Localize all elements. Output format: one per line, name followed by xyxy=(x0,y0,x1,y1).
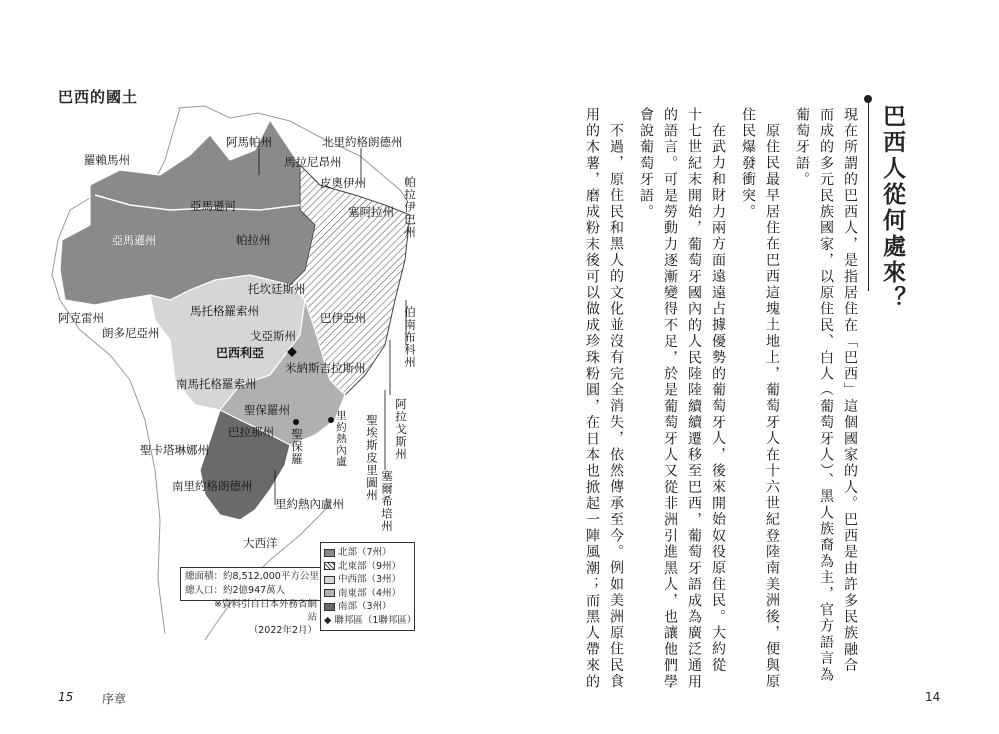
legend-southeast: 南東部（4州） xyxy=(324,587,411,601)
map-title: 巴西的國土 xyxy=(58,88,139,106)
label-ceara: 塞阿拉州 xyxy=(348,205,394,219)
legend xyxy=(320,542,415,631)
info-box xyxy=(180,567,326,601)
label-maranhao: 馬拉尼昂州 xyxy=(284,155,342,169)
text-column-1: 現在所謂的巴西人，是指居住在「巴西」這個國家的人。巴西是由許多民族融合 xyxy=(842,107,858,674)
text-column-7: 十七世紀末開始，葡萄牙國內的人民陸陸續續遷移至巴西，葡萄牙語成為廣泛通用 xyxy=(686,107,702,691)
label-alagoas: 阿拉戈斯州 xyxy=(394,398,408,461)
text-column-8: 的語言。可是勞動力逐漸變得不足，於是葡萄牙人又從非洲引進黑人，也讓他們學 xyxy=(662,107,678,691)
label-rio-grande-norte: 北里約格朗德州 xyxy=(322,135,403,149)
label-amapa: 阿馬帕州 xyxy=(226,135,272,149)
label-sao-paulo: 聖保羅州 xyxy=(244,403,290,417)
label-atlantic: 大西洋 xyxy=(243,536,278,550)
legend-northeast: 北東部（9州） xyxy=(324,560,411,574)
label-para: 帕拉州 xyxy=(236,233,271,247)
label-goias: 戈亞斯州 xyxy=(250,329,296,343)
legend-federal-district: ◆ 聯邦區（1聯邦區） xyxy=(324,614,417,626)
page-number-left: 15 xyxy=(58,690,74,704)
text-column-2: 而成的多元民族國家，以原住民、白人（葡萄牙人）、黑人族裔為主，官方語言為 xyxy=(818,107,834,684)
page-number-right: 14 xyxy=(925,690,941,704)
label-sao-paulo-city: 聖保羅 xyxy=(290,428,304,466)
section-heading: 巴西人從何處來？ xyxy=(879,104,905,312)
info-population: 總人口：約2億947萬人 xyxy=(185,585,286,596)
source-note xyxy=(212,598,317,637)
text-column-11: 用的木薯，磨成粉末後可以做成珍珠粉圓，在日本也掀起一陣風潮；而黑人帶來的 xyxy=(584,107,600,691)
label-pernambuco: 伯南布科州 xyxy=(403,306,417,369)
label-mato-grosso: 馬托格羅索州 xyxy=(190,304,259,318)
label-rio-grande-sul: 南里約格朗德州 xyxy=(172,479,253,493)
label-rondonia: 朗多尼亞州 xyxy=(102,326,160,340)
label-tocantins: 托坎廷斯州 xyxy=(248,282,306,296)
left-page xyxy=(0,0,499,734)
text-column-3: 葡萄牙語。 xyxy=(794,107,810,188)
label-paraiba: 帕拉伊巴州 xyxy=(403,176,417,239)
label-amazon-river: 亞馬遜河 xyxy=(190,199,236,213)
sao-paulo-marker xyxy=(293,419,299,425)
text-column-4: 原住民最早居住在巴西這塊土地上，葡萄牙人在十六世紀登陸南美洲後，便與原 xyxy=(764,123,780,690)
label-mato-grosso-sul: 南馬托格羅索州 xyxy=(176,377,257,391)
text-column-10: 不過，原住民和黑人的文化並沒有完全消失，依然傳承至今。例如美洲原住民食 xyxy=(608,123,624,690)
label-amazonas: 亞馬遜州 xyxy=(112,234,156,247)
text-column-9: 會說葡萄牙語。 xyxy=(638,107,654,221)
label-bahia: 巴伊亞州 xyxy=(320,311,366,325)
label-roraima: 羅賴馬州 xyxy=(84,153,130,167)
legend-centralwest: 中西部（3州） xyxy=(324,573,411,587)
info-area: 總面積：約8,512,000平方公里 xyxy=(185,571,319,582)
label-minas-gerais: 米納斯吉拉斯州 xyxy=(285,361,366,375)
source-line-1: ※資料引自日本外務省網站 xyxy=(214,599,317,623)
section-label: 序章 xyxy=(102,692,127,706)
label-parana: 巴拉那州 xyxy=(228,425,274,439)
label-espirito-santo: 聖埃斯皮里圖州 xyxy=(365,414,379,502)
label-piaui: 皮奧伊州 xyxy=(320,176,366,190)
label-sergipe: 塞爾希培州 xyxy=(380,470,394,533)
label-rio-city: 里約熱內盧 xyxy=(335,410,347,468)
label-rio-de-janeiro: 里約熱內盧州 xyxy=(275,497,344,511)
legend-north: 北部（7州） xyxy=(324,546,411,560)
region-north xyxy=(60,120,315,305)
label-brasilia: 巴西利亞 xyxy=(216,346,265,360)
source-line-2: （2022年2月） xyxy=(248,625,317,636)
text-column-6: 在武力和財力兩方面遠遠占據優勢的葡萄牙人，後來開始奴役原住民。大約從 xyxy=(710,123,726,674)
label-acre: 阿克雷州 xyxy=(58,311,104,325)
label-santa-catarina: 聖卡塔琳娜州 xyxy=(140,443,209,457)
legend-south: 南部（3州） xyxy=(324,600,411,614)
text-column-5: 住民爆發衝突。 xyxy=(740,107,756,221)
